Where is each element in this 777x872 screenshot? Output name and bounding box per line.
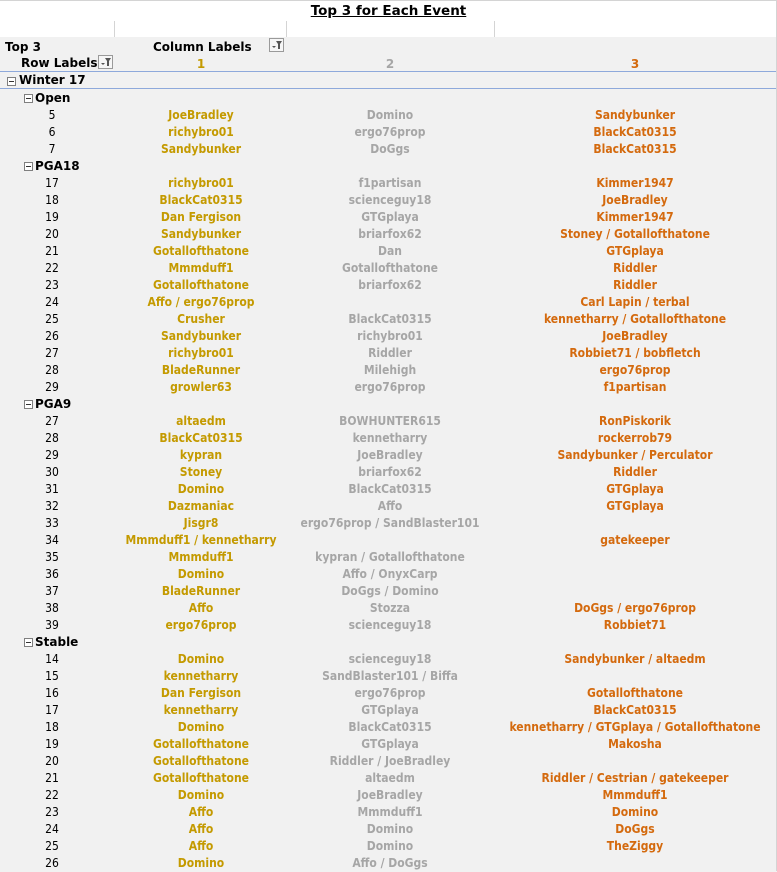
round-number[interactable]: 7	[48, 142, 56, 156]
second-place-cell[interactable]: Riddler / JoeBradley	[329, 754, 451, 768]
round-number[interactable]: 38	[45, 601, 59, 615]
first-place-cell[interactable]: Gotallofthatone	[153, 737, 249, 751]
round-number[interactable]: 19	[45, 737, 59, 751]
first-place-cell[interactable]: Sandybunker	[160, 329, 242, 343]
second-place-cell[interactable]: altaedm	[365, 771, 415, 785]
second-place-cell[interactable]: ergo76prop	[354, 125, 426, 139]
table-row	[0, 362, 777, 379]
event-group-label: Open	[35, 91, 71, 105]
round-number[interactable]: 25	[45, 312, 59, 326]
round-number[interactable]: 35	[45, 550, 59, 564]
table-row	[0, 600, 777, 617]
first-place-cell[interactable]: BlackCat0315	[159, 193, 243, 207]
table-row	[0, 770, 777, 787]
second-place-cell[interactable]: ergo76prop / SandBlaster101	[300, 516, 480, 530]
second-place-cell[interactable]: scienceguy18	[348, 193, 432, 207]
collapse-toggle-icon[interactable]	[24, 638, 33, 647]
third-place-cell[interactable]: GTGplaya	[606, 244, 664, 258]
first-place-cell[interactable]: Sandybunker	[160, 227, 242, 241]
round-number[interactable]: 20	[45, 227, 59, 241]
round-number[interactable]: 29	[45, 380, 59, 394]
table-row	[0, 583, 777, 600]
third-place-cell[interactable]: gatekeeper	[600, 533, 670, 547]
round-number[interactable]: 24	[45, 295, 59, 309]
table-row	[0, 243, 777, 260]
table-row	[0, 430, 777, 447]
round-number[interactable]: 15	[45, 669, 59, 683]
first-place-cell[interactable]: Dan Fergison	[160, 686, 242, 700]
header-divider	[0, 71, 777, 72]
second-place-cell[interactable]: briarfox62	[358, 278, 422, 292]
top3-label: Top 3	[5, 40, 41, 54]
first-place-cell[interactable]: Mmmduff1 / kennetharry	[125, 533, 277, 547]
table-row	[0, 668, 777, 685]
first-place-cell[interactable]: richybro01	[168, 125, 234, 139]
column-header-3: 3	[630, 57, 640, 71]
round-number[interactable]: 22	[45, 261, 59, 275]
event-group-label: Stable	[35, 635, 79, 649]
second-place-cell[interactable]: Stozza	[369, 601, 411, 615]
round-number[interactable]: 31	[45, 482, 59, 496]
third-place-cell[interactable]: Domino	[611, 805, 659, 819]
table-row	[0, 787, 777, 804]
blank-row	[0, 21, 777, 37]
second-place-cell[interactable]: Domino	[366, 822, 414, 836]
table-row	[0, 141, 777, 158]
round-number[interactable]: 6	[48, 125, 56, 139]
round-number[interactable]: 23	[45, 805, 59, 819]
round-number[interactable]: 17	[45, 176, 59, 190]
second-place-cell[interactable]: scienceguy18	[348, 652, 432, 666]
third-place-cell[interactable]: BlackCat0315	[593, 142, 677, 156]
first-place-cell[interactable]: Domino	[177, 652, 225, 666]
round-number[interactable]: 39	[45, 618, 59, 632]
first-place-cell[interactable]: BladeRunner	[161, 584, 241, 598]
table-row	[0, 311, 777, 328]
third-place-cell[interactable]: JoeBradley	[602, 193, 668, 207]
cell-separator	[286, 21, 287, 37]
third-place-cell[interactable]: rockerrob79	[597, 431, 673, 445]
second-place-cell[interactable]: Domino	[366, 839, 414, 853]
round-number[interactable]: 30	[45, 465, 59, 479]
third-place-cell[interactable]: Gotallofthatone	[587, 686, 683, 700]
round-number[interactable]: 28	[45, 431, 59, 445]
third-place-cell[interactable]: Riddler	[613, 261, 657, 275]
round-number[interactable]: 34	[45, 533, 59, 547]
table-row	[0, 549, 777, 566]
third-place-cell[interactable]: Sandybunker / Perculator	[557, 448, 713, 462]
first-place-cell[interactable]: richybro01	[168, 346, 234, 360]
round-number[interactable]: 37	[45, 584, 59, 598]
table-row	[0, 532, 777, 549]
first-place-cell[interactable]: Affo	[188, 839, 214, 853]
first-place-cell[interactable]: kennetharry	[163, 703, 239, 717]
row-filter-button[interactable]	[98, 55, 113, 69]
second-place-cell[interactable]: BlackCat0315	[348, 312, 432, 326]
third-place-cell[interactable]: Robbiet71 / bobfletch	[569, 346, 701, 360]
third-place-cell[interactable]: kennetharry / Gotallofthatone	[543, 312, 727, 326]
column-header-2: 2	[385, 57, 395, 71]
table-row	[0, 736, 777, 753]
third-place-cell[interactable]: GTGplaya	[606, 499, 664, 513]
third-place-cell[interactable]: BlackCat0315	[593, 703, 677, 717]
second-place-cell[interactable]: BlackCat0315	[348, 482, 432, 496]
table-row	[0, 413, 777, 430]
table-row	[0, 498, 777, 515]
first-place-cell[interactable]: Dazmaniac	[167, 499, 235, 513]
round-number[interactable]: 26	[45, 329, 59, 343]
table-row	[0, 345, 777, 362]
third-place-cell[interactable]: Kimmer1947	[596, 210, 674, 224]
first-place-cell[interactable]: growler63	[170, 380, 232, 394]
second-place-cell[interactable]: kypran / Gotallofthatone	[315, 550, 465, 564]
second-place-cell[interactable]: kennetharry	[352, 431, 428, 445]
third-place-cell[interactable]: Makosha	[608, 737, 662, 751]
collapse-toggle-icon[interactable]	[24, 162, 33, 171]
third-place-cell[interactable]: Riddler	[613, 278, 657, 292]
second-place-cell[interactable]: f1partisan	[358, 176, 422, 190]
table-row	[0, 855, 777, 872]
second-place-cell[interactable]: scienceguy18	[348, 618, 432, 632]
table-row	[0, 226, 777, 243]
first-place-cell[interactable]: BladeRunner	[161, 363, 241, 377]
second-place-cell[interactable]: Mmmduff1	[357, 805, 423, 819]
second-place-cell[interactable]: Dan	[378, 244, 402, 258]
first-place-cell[interactable]: kennetharry	[163, 669, 239, 683]
table-row	[0, 260, 777, 277]
first-place-cell[interactable]: Affo / ergo76prop	[147, 295, 255, 309]
round-number[interactable]: 19	[45, 210, 59, 224]
third-place-cell[interactable]: f1partisan	[603, 380, 667, 394]
second-place-cell[interactable]: DoGgs / Domino	[341, 584, 439, 598]
second-place-cell[interactable]: GTGplaya	[361, 210, 419, 224]
round-number[interactable]: 32	[45, 499, 59, 513]
third-place-cell[interactable]: JoeBradley	[602, 329, 668, 343]
first-place-cell[interactable]: Domino	[177, 567, 225, 581]
first-place-cell[interactable]: Affo	[188, 822, 214, 836]
second-place-cell[interactable]: Gotallofthatone	[342, 261, 438, 275]
table-row	[0, 719, 777, 736]
table-row	[0, 838, 777, 855]
row-labels-header: Row Labels	[21, 56, 98, 70]
round-number[interactable]: 25	[45, 839, 59, 853]
round-number[interactable]: 17	[45, 703, 59, 717]
round-number[interactable]: 21	[45, 771, 59, 785]
round-number[interactable]: 24	[45, 822, 59, 836]
table-row	[0, 685, 777, 702]
table-row	[0, 651, 777, 668]
second-place-cell[interactable]: Domino	[366, 108, 414, 122]
filter-dropdown-icon	[100, 57, 112, 68]
round-number[interactable]: 33	[45, 516, 59, 530]
third-place-cell[interactable]: DoGgs	[615, 822, 655, 836]
third-place-cell[interactable]: TheZiggy	[606, 839, 664, 853]
first-place-cell[interactable]: Gotallofthatone	[153, 244, 249, 258]
second-place-cell[interactable]: richybro01	[357, 329, 423, 343]
second-place-cell[interactable]: DoGgs	[370, 142, 410, 156]
round-number[interactable]: 21	[45, 244, 59, 258]
first-place-cell[interactable]: Crusher	[177, 312, 225, 326]
report-title: Top 3 for Each Event	[310, 3, 467, 19]
first-place-cell[interactable]: Stoney	[179, 465, 223, 479]
round-number[interactable]: 16	[45, 686, 59, 700]
table-row	[0, 175, 777, 192]
third-place-cell[interactable]: ergo76prop	[599, 363, 671, 377]
round-number[interactable]: 22	[45, 788, 59, 802]
collapse-toggle-icon[interactable]	[24, 400, 33, 409]
second-place-cell[interactable]: JoeBradley	[357, 788, 423, 802]
season-divider	[0, 88, 777, 89]
third-place-cell[interactable]: GTGplaya	[606, 482, 664, 496]
third-place-cell[interactable]: Robbiet71	[603, 618, 667, 632]
third-place-cell[interactable]: Sandybunker / altaedm	[564, 652, 706, 666]
filter-dropdown-icon	[271, 40, 283, 51]
round-number[interactable]: 14	[45, 652, 59, 666]
table-row	[0, 617, 777, 634]
round-number[interactable]: 26	[45, 856, 59, 870]
round-number[interactable]: 28	[45, 363, 59, 377]
table-row	[0, 107, 777, 124]
third-place-cell[interactable]: DoGgs / ergo76prop	[574, 601, 696, 615]
first-place-cell[interactable]: Gotallofthatone	[153, 771, 249, 785]
first-place-cell[interactable]: Dan Fergison	[160, 210, 242, 224]
second-place-cell[interactable]: SandBlaster101 / Biffa	[322, 669, 458, 683]
first-place-cell[interactable]: Domino	[177, 720, 225, 734]
round-number[interactable]: 20	[45, 754, 59, 768]
collapse-toggle-icon[interactable]	[24, 94, 33, 103]
table-row	[0, 328, 777, 345]
table-row	[0, 821, 777, 838]
column-header-1: 1	[196, 57, 206, 71]
second-place-cell[interactable]: Affo	[377, 499, 403, 513]
second-place-cell[interactable]: Milehigh	[363, 363, 417, 377]
table-row	[0, 124, 777, 141]
third-place-cell[interactable]: Riddler	[613, 465, 657, 479]
first-place-cell[interactable]: Domino	[177, 788, 225, 802]
season-label: Winter 17	[19, 73, 86, 87]
first-place-cell[interactable]: BlackCat0315	[159, 431, 243, 445]
third-place-cell[interactable]: Mmmduff1	[602, 788, 668, 802]
round-number[interactable]: 29	[45, 448, 59, 462]
first-place-cell[interactable]: JoeBradley	[168, 108, 234, 122]
cell-separator	[114, 21, 115, 37]
column-labels-header: Column Labels	[153, 40, 252, 54]
third-place-cell[interactable]: Riddler / Cestrian / gatekeeper	[541, 771, 729, 785]
table-row	[0, 702, 777, 719]
first-place-cell[interactable]: Affo	[188, 805, 214, 819]
table-row	[0, 379, 777, 396]
second-place-cell[interactable]: Riddler	[368, 346, 412, 360]
round-number[interactable]: 36	[45, 567, 59, 581]
first-place-cell[interactable]: kypran	[179, 448, 223, 462]
first-place-cell[interactable]: Sandybunker	[160, 142, 242, 156]
first-place-cell[interactable]: Domino	[177, 856, 225, 870]
table-row	[0, 294, 777, 311]
third-place-cell[interactable]: kennetharry / GTGplaya / Gotallofthatone	[509, 720, 761, 734]
first-place-cell[interactable]: altaedm	[176, 414, 226, 428]
second-place-cell[interactable]: BOWHUNTER615	[339, 414, 441, 428]
first-place-cell[interactable]: Domino	[177, 482, 225, 496]
event-group-label: PGA9	[35, 397, 72, 411]
third-place-cell[interactable]: Stoney / Gotallofthatone	[560, 227, 710, 241]
round-number[interactable]: 27	[45, 346, 59, 360]
table-row	[0, 447, 777, 464]
third-place-cell[interactable]: BlackCat0315	[593, 125, 677, 139]
round-number[interactable]: 18	[45, 193, 59, 207]
table-row	[0, 192, 777, 209]
second-place-cell[interactable]: briarfox62	[358, 465, 422, 479]
column-filter-button[interactable]	[269, 38, 284, 52]
first-place-cell[interactable]: Mmmduff1	[168, 261, 234, 275]
second-place-cell[interactable]: ergo76prop	[354, 686, 426, 700]
round-number[interactable]: 23	[45, 278, 59, 292]
third-place-cell[interactable]: RonPiskorik	[599, 414, 671, 428]
first-place-cell[interactable]: richybro01	[168, 176, 234, 190]
table-row	[0, 277, 777, 294]
event-group-label: PGA18	[35, 159, 80, 173]
table-row	[0, 209, 777, 226]
table-row	[0, 753, 777, 770]
first-place-cell[interactable]: ergo76prop	[165, 618, 237, 632]
second-place-cell[interactable]: GTGplaya	[361, 703, 419, 717]
second-place-cell[interactable]: Affo / DoGgs	[352, 856, 428, 870]
round-number[interactable]: 27	[45, 414, 59, 428]
first-place-cell[interactable]: Jisgr8	[183, 516, 219, 530]
third-place-cell[interactable]: Sandybunker	[594, 108, 676, 122]
second-place-cell[interactable]: JoeBradley	[357, 448, 423, 462]
table-row	[0, 464, 777, 481]
third-place-cell[interactable]: Carl Lapin / terbal	[580, 295, 690, 309]
second-place-cell[interactable]: Affo / OnyxCarp	[342, 567, 438, 581]
round-number[interactable]: 5	[48, 108, 56, 122]
second-place-cell[interactable]: briarfox62	[358, 227, 422, 241]
table-row	[0, 481, 777, 498]
table-row	[0, 515, 777, 532]
first-place-cell[interactable]: Gotallofthatone	[153, 278, 249, 292]
cell-separator	[494, 21, 495, 37]
table-row	[0, 566, 777, 583]
collapse-toggle-icon[interactable]	[7, 77, 16, 86]
second-place-cell[interactable]: ergo76prop	[354, 380, 426, 394]
first-place-cell[interactable]: Gotallofthatone	[153, 754, 249, 768]
third-place-cell[interactable]: Kimmer1947	[596, 176, 674, 190]
second-place-cell[interactable]: GTGplaya	[361, 737, 419, 751]
first-place-cell[interactable]: Mmmduff1	[168, 550, 234, 564]
second-place-cell[interactable]: BlackCat0315	[348, 720, 432, 734]
round-number[interactable]: 18	[45, 720, 59, 734]
title-row	[0, 0, 777, 22]
first-place-cell[interactable]: Affo	[188, 601, 214, 615]
table-row	[0, 804, 777, 821]
